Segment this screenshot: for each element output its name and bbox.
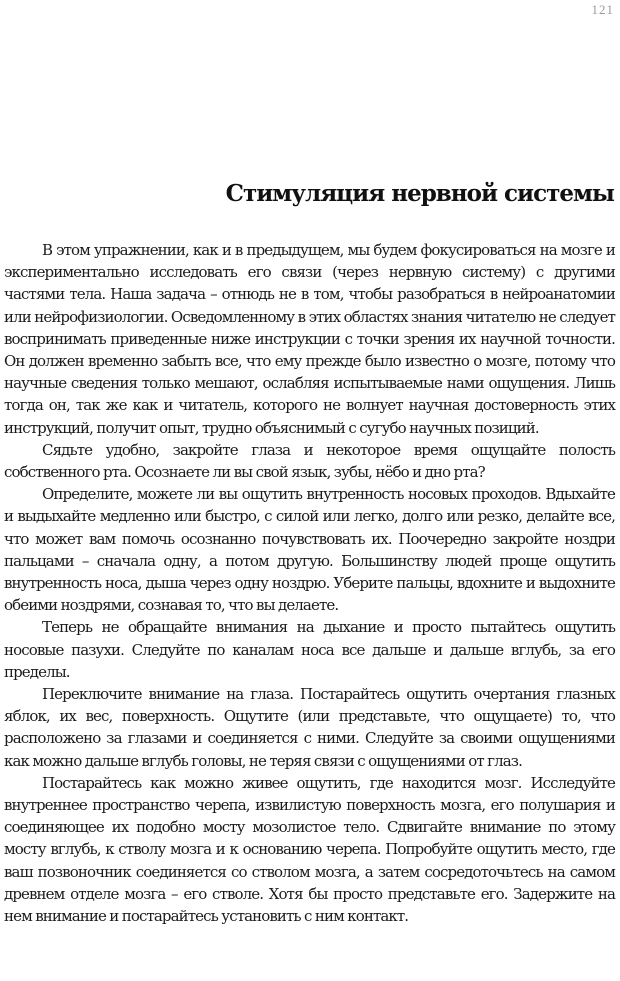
paragraph: Постарайтесь как можно живее ощутить, где находится мозг. Исследуйте внутреннее пространство черепа, извилистую поверхность мозга, его полушария и соединяющее их подобно мосту мозолистое тело. Сдвигайте внимание по этому мосту вглубь, к стволу мозга и к основанию черепа. Попробуйте ощутить место, где ваш позвоночник соединяется со стволом мозга, а затем сосредоточьтесь на самом древнем отделе мозга – его стволе. Хотя бы просто представьте его. Задержите на нем внимание и постарайтесь установить с ним контакт.	[4, 773, 615, 926]
paragraph: Сядьте удобно, закройте глаза и некоторое время ощущайте полость собственного рта. Осознаете ли вы свой язык, зубы, нёбо и дно рта?	[4, 440, 615, 482]
paragraph: Определите, можете ли вы ощутить внутренность носовых проходов. Вдыхайте и выдыхайте медленно или быстро, с силой или легко, долго или резко, делайте все, что может вам помочь осознанно почувствовать их. Поочередно закройте ноздри пальцами – сначала одну, а потом другую. Большинству людей проще ощутить внутренность носа, дыша через одну ноздрю. Уберите пальцы, вдохните и выдохните обеими ноздрями, сознавая то, что вы делаете.	[4, 485, 615, 615]
paragraph: Переключите внимание на глаза. Постарайтесь ощутить очертания глазных яблок, их вес, поверхность. Ощутите (или представьте, что ощущаете) то, что расположено за глазами и соединяется с ними. Следуйте за своими ощущениями как можно дальше вглубь головы, не теряя связи с ощущениями от глаз.	[4, 685, 615, 770]
paragraph: В этом упражнении, как и в предыдущем, мы будем фокусироваться на мозге и экспериментально исследовать его связи (через нервную систему) с другими частями тела. Наша задача – отнюдь не в том, чтобы разобраться в нейроанатомии или нейрофизиологии. Осведомленному в этих областях знания читателю не следует воспринимать приведенные ниже инструкции с точки зрения их научной точности. Он должен временно забыть все, что ему прежде было известно о мозге, потому что научные сведения только мешают, ослабляя испытываемые нами ощущения. Лишь тогда он, так же как и читатель, которого не волнует научная достоверность этих инструкций, получит опыт, трудно объяснимый с сугубо научных позиций.	[4, 241, 615, 437]
page-number: 121	[591, 2, 614, 17]
chapter-title: Стимуляция нервной системы	[225, 180, 614, 207]
paragraph: Теперь не обращайте внимания на дыхание и просто пытайтесь ощутить носовые пазухи. Следуйте по каналам носа все дальше и дальше вглубь, за его пределы.	[4, 618, 615, 681]
body-text	[4, 239, 615, 927]
